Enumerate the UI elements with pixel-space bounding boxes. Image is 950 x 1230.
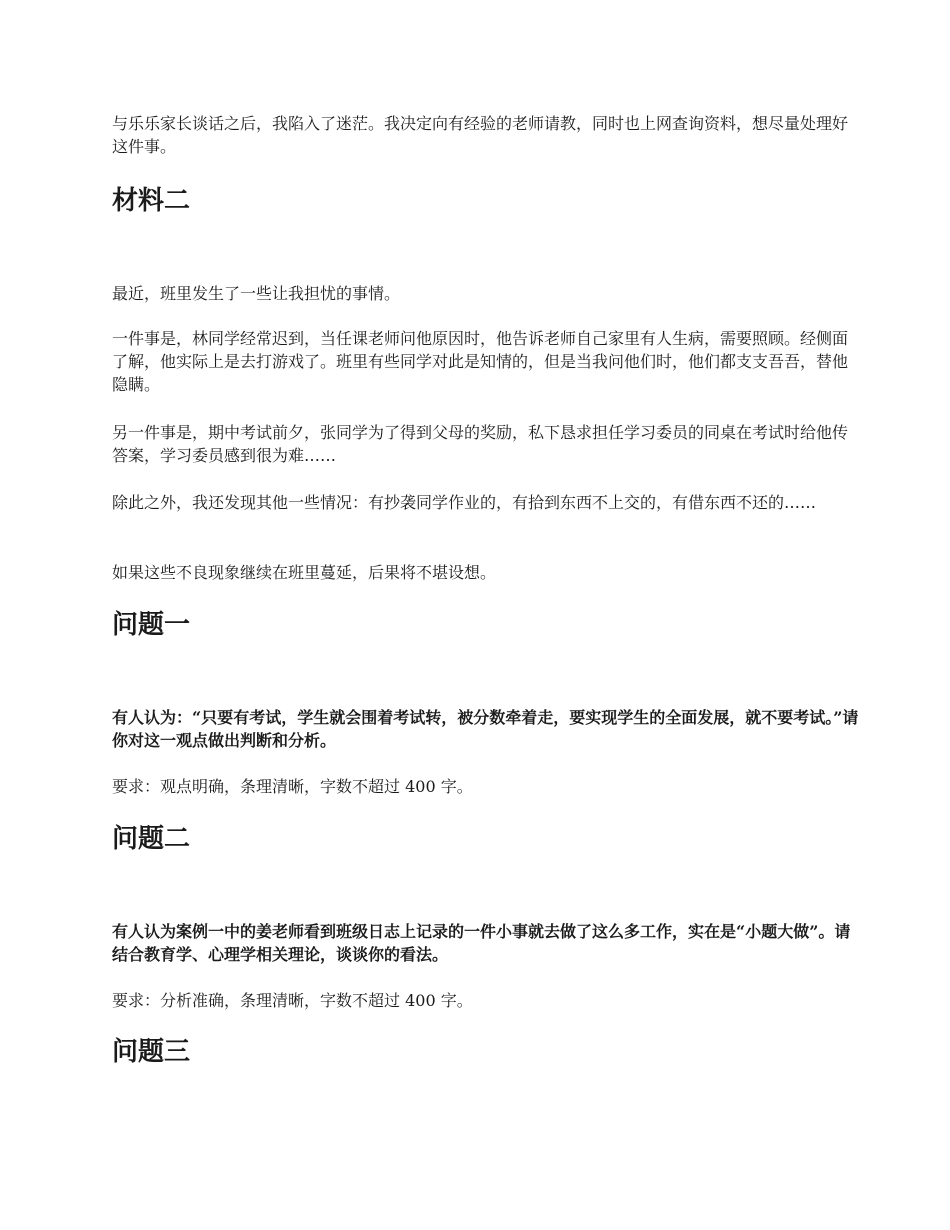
material-two-paragraph-2: 一件事是，林同学经常迟到，当任课老师问他原因时，他告诉老师自己家里有人生病，需要照顾。经侧面了解，他实际上是去打游戏了。班里有些同学对此是知情的，但是当我问他们时，他们都支支吾吾，替他隐瞒。 bbox=[112, 329, 849, 394]
material-two-heading: 材料二 bbox=[112, 186, 191, 216]
question-one-heading: 问题一 bbox=[112, 610, 191, 640]
material-two-paragraph-1: 最近，班里发生了一些让我担忧的事情。 bbox=[112, 284, 401, 303]
material-two-paragraph-3: 另一件事是，期中考试前夕，张同学为了得到父母的奖励，私下恳求担任学习委员的同桌在考试时给他传答案，学习委员感到很为难…… bbox=[112, 423, 849, 465]
intro-paragraph: 与乐乐家长谈话之后，我陷入了迷茫。我决定向有经验的老师请教，同时也上网查询资料，想尽量处理好这件事。 bbox=[112, 114, 849, 156]
question-two-heading: 问题二 bbox=[112, 824, 191, 854]
question-one-requirement: 要求：观点明确，条理清晰，字数不超过 400 字。 bbox=[112, 777, 473, 796]
question-one-prompt: 有人认为：“只要有考试，学生就会围着考试转，被分数牵着走，要实现学生的全面发展，就不要考试。”请你对这一观点做出判断和分析。 bbox=[112, 708, 859, 750]
question-two-requirement: 要求：分析准确，条理清晰，字数不超过 400 字。 bbox=[112, 991, 473, 1010]
material-two-paragraph-5: 如果这些不良现象继续在班里蔓延，后果将不堪设想。 bbox=[112, 563, 497, 582]
question-two-prompt: 有人认为案例一中的姜老师看到班级日志上记录的一件小事就去做了这么多工作，实在是“小题大做”。请结合教育学、心理学相关理论，谈谈你的看法。 bbox=[112, 922, 851, 964]
material-two-paragraph-4: 除此之外，我还发现其他一些情况：有抄袭同学作业的，有拾到东西不上交的，有借东西不还的…… bbox=[112, 493, 817, 512]
question-three-heading: 问题三 bbox=[112, 1037, 191, 1067]
